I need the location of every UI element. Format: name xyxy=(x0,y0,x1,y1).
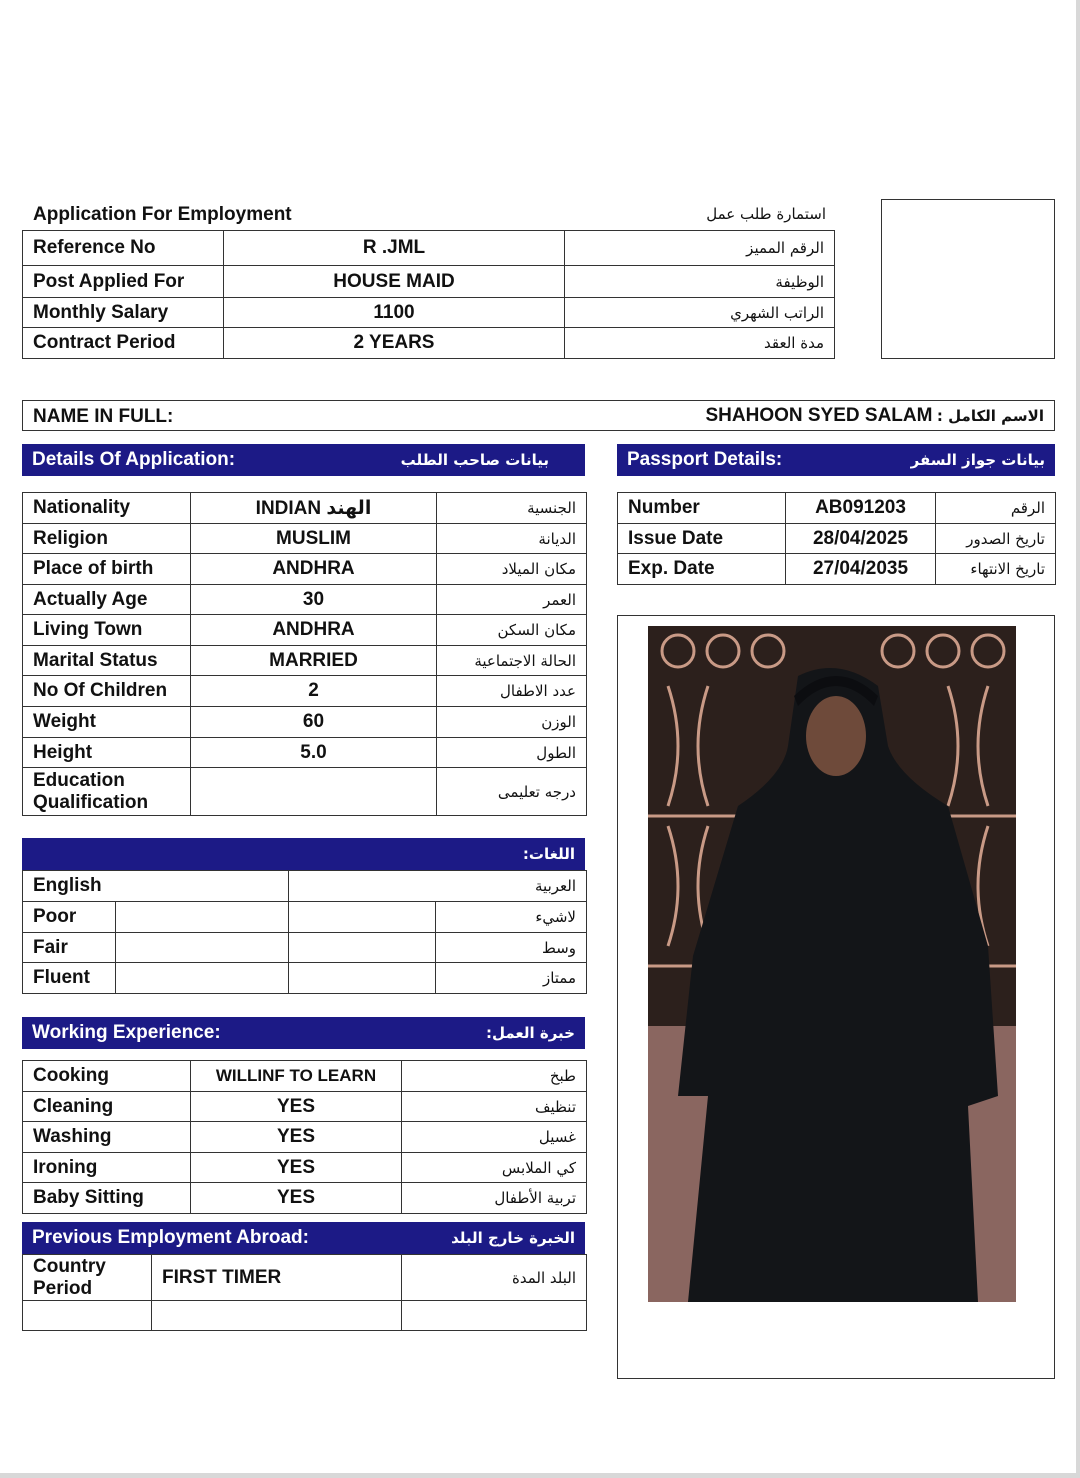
table-row xyxy=(23,738,587,768)
table-row xyxy=(23,871,587,902)
salary-label-arabic: الراتب الشهري xyxy=(565,298,835,328)
baby-sitting-value: YES xyxy=(191,1183,402,1214)
weight-label: Weight xyxy=(23,707,191,738)
experience-table xyxy=(22,1060,587,1214)
age-label: Actually Age xyxy=(23,585,191,615)
name-row xyxy=(22,400,1055,431)
table-row xyxy=(23,707,587,738)
table-row xyxy=(23,1255,587,1301)
birthplace-label-arabic: مكان الميلاد xyxy=(437,554,587,585)
applicant-photo xyxy=(648,626,1016,1302)
living-town-label: Living Town xyxy=(23,615,191,646)
arabic-fair-cell xyxy=(289,933,436,963)
religion-value: MUSLIM xyxy=(191,524,437,554)
age-value: 30 xyxy=(191,585,437,615)
fluent-label-arabic: ممتاز xyxy=(436,963,587,994)
country-period-label xyxy=(23,1255,152,1301)
nationality-value: INDIAN الهند xyxy=(191,493,437,524)
experience-title-arabic: خبرة العمل: xyxy=(485,1024,575,1042)
washing-label-arabic: غسيل xyxy=(402,1122,587,1153)
previous-value: FIRST TIMER xyxy=(152,1255,402,1301)
languages-header-bar xyxy=(22,838,585,870)
header-table xyxy=(22,230,835,359)
religion-label: Religion xyxy=(23,524,191,554)
education-label xyxy=(23,768,191,816)
table-row xyxy=(23,615,587,646)
table-row xyxy=(618,554,1056,585)
previous-title: Previous Employment Abroad: xyxy=(32,1227,309,1248)
photo-frame xyxy=(617,615,1055,1379)
previous-table xyxy=(22,1254,587,1331)
marital-label: Marital Status xyxy=(23,646,191,676)
baby-sitting-label: Baby Sitting xyxy=(23,1183,191,1214)
cleaning-value: YES xyxy=(191,1092,402,1122)
education-label-arabic: درجه تعليمى xyxy=(437,768,587,816)
experience-header-bar xyxy=(22,1017,585,1049)
poor-label: Poor xyxy=(23,902,116,933)
table-row xyxy=(23,963,587,994)
post-label: Post Applied For xyxy=(23,266,224,298)
issue-date-value: 28/04/2025 xyxy=(786,524,936,554)
children-label-arabic: عدد الاطفال xyxy=(437,676,587,707)
weight-label-arabic: الوزن xyxy=(437,707,587,738)
birthplace-label: Place of birth xyxy=(23,554,191,585)
table-row xyxy=(23,493,587,524)
poor-label-arabic: لاشيء xyxy=(436,902,587,933)
page-edge xyxy=(1076,0,1080,1478)
table-row xyxy=(618,524,1056,554)
previous-label-arabic: البلد المدة xyxy=(402,1255,587,1301)
passport-title: Passport Details: xyxy=(627,449,783,470)
experience-title: Working Experience: xyxy=(32,1022,221,1043)
name-value: SHAHOON SYED SALAM xyxy=(705,405,933,426)
passport-header-bar xyxy=(617,444,1055,476)
table-row xyxy=(23,1301,587,1331)
age-label-arabic: العمر xyxy=(437,585,587,615)
table-row xyxy=(23,676,587,707)
previous-title-arabic: الخبرة خارج البلد xyxy=(451,1229,575,1247)
ironing-value: YES xyxy=(191,1153,402,1183)
nationality-label-arabic: الجنسية xyxy=(437,493,587,524)
fair-label-arabic: وسط xyxy=(436,933,587,963)
baby-sitting-label-arabic: تربية الأطفال xyxy=(402,1183,587,1214)
ironing-label-arabic: كي الملابس xyxy=(402,1153,587,1183)
passport-number-value: AB091203 xyxy=(786,493,936,524)
english-fair-cell xyxy=(116,933,289,963)
arabic-language-label: العربية xyxy=(289,871,587,902)
salary-value: 1100 xyxy=(224,298,565,328)
reference-label-arabic: الرقم المميز xyxy=(565,231,835,266)
table-row xyxy=(23,1183,587,1214)
post-value: HOUSE MAID xyxy=(224,266,565,298)
table-row xyxy=(23,554,587,585)
table-row xyxy=(23,266,835,298)
cooking-value: WILLINF TO LEARN xyxy=(191,1061,402,1092)
washing-label: Washing xyxy=(23,1122,191,1153)
name-label: NAME IN FULL: xyxy=(33,406,174,427)
table-row xyxy=(23,1122,587,1153)
languages-title-arabic: اللغات: xyxy=(522,845,575,863)
form-title: Application For Employment xyxy=(33,204,292,225)
details-title: Details Of Application: xyxy=(32,449,236,470)
country-label: Country xyxy=(33,1255,106,1277)
education-label-line2: Qualification xyxy=(33,791,149,813)
small-photo-box xyxy=(881,199,1055,359)
education-label-line1: Education xyxy=(33,769,125,791)
photo-figure-face xyxy=(806,696,866,776)
passport-number-label-arabic: الرقم xyxy=(936,493,1056,524)
table-row xyxy=(23,646,587,676)
details-title-arabic: بيانات صاحب الطلب xyxy=(400,451,549,469)
english-label: English xyxy=(23,871,289,902)
languages-header-table xyxy=(22,870,587,902)
table-row xyxy=(618,493,1056,524)
cooking-label: Cooking xyxy=(23,1061,191,1092)
previous-header-bar xyxy=(22,1222,585,1254)
table-row xyxy=(23,768,587,816)
details-table xyxy=(22,492,587,816)
languages-table xyxy=(22,901,587,994)
period-label: Period xyxy=(33,1277,93,1299)
fluent-label: Fluent xyxy=(23,963,116,994)
passport-number-label: Number xyxy=(618,493,786,524)
cooking-label-arabic: طبخ xyxy=(402,1061,587,1092)
issue-date-label: Issue Date xyxy=(618,524,786,554)
post-label-arabic: الوظيفة xyxy=(565,266,835,298)
table-row xyxy=(23,298,835,328)
expiry-date-value: 27/04/2035 xyxy=(786,554,936,585)
contract-label: Contract Period xyxy=(23,328,224,359)
contract-value: 2 YEARS xyxy=(224,328,565,359)
marital-value: MARRIED xyxy=(191,646,437,676)
table-row xyxy=(23,231,835,266)
nationality-label: Nationality xyxy=(23,493,191,524)
english-fluent-cell xyxy=(116,963,289,994)
height-label: Height xyxy=(23,738,191,768)
table-row xyxy=(23,902,587,933)
name-value-group xyxy=(705,405,1044,427)
birthplace-value: ANDHRA xyxy=(191,554,437,585)
form-title-arabic: استمارة طلب عمل xyxy=(706,205,826,223)
living-town-value: ANDHRA xyxy=(191,615,437,646)
weight-value: 60 xyxy=(191,707,437,738)
marital-label-arabic: الحالة الاجتماعية xyxy=(437,646,587,676)
expiry-date-label-arabic: تاريخ الانتهاء xyxy=(936,554,1056,585)
cleaning-label: Cleaning xyxy=(23,1092,191,1122)
passport-title-arabic: بيانات جواز السفر xyxy=(910,451,1045,469)
empty-cell xyxy=(402,1301,587,1331)
height-value: 5.0 xyxy=(191,738,437,768)
empty-cell xyxy=(23,1301,152,1331)
contract-label-arabic: مدة العقد xyxy=(565,328,835,359)
empty-cell xyxy=(152,1301,402,1331)
expiry-date-label: Exp. Date xyxy=(618,554,786,585)
washing-value: YES xyxy=(191,1122,402,1153)
height-label-arabic: الطول xyxy=(437,738,587,768)
reference-label: Reference No xyxy=(23,231,224,266)
children-value: 2 xyxy=(191,676,437,707)
passport-table xyxy=(617,492,1056,585)
arabic-poor-cell xyxy=(289,902,436,933)
table-row xyxy=(23,1092,587,1122)
issue-date-label-arabic: تاريخ الصدور xyxy=(936,524,1056,554)
arabic-fluent-cell xyxy=(289,963,436,994)
living-town-label-arabic: مكان السكن xyxy=(437,615,587,646)
table-row xyxy=(23,524,587,554)
ironing-label: Ironing xyxy=(23,1153,191,1183)
table-row xyxy=(23,328,835,359)
table-row xyxy=(23,1061,587,1092)
cleaning-label-arabic: تنظيف xyxy=(402,1092,587,1122)
table-row xyxy=(23,1153,587,1183)
name-label-arabic: : الاسم الكامل xyxy=(936,407,1044,425)
table-row xyxy=(23,585,587,615)
children-label: No Of Children xyxy=(23,676,191,707)
religion-label-arabic: الديانة xyxy=(437,524,587,554)
fair-label: Fair xyxy=(23,933,116,963)
salary-label: Monthly Salary xyxy=(23,298,224,328)
education-value xyxy=(191,768,437,816)
table-row xyxy=(23,933,587,963)
english-poor-cell xyxy=(116,902,289,933)
page-bottom-edge xyxy=(0,1473,1080,1478)
details-header-bar xyxy=(22,444,585,476)
reference-value: R .JML xyxy=(224,231,565,266)
